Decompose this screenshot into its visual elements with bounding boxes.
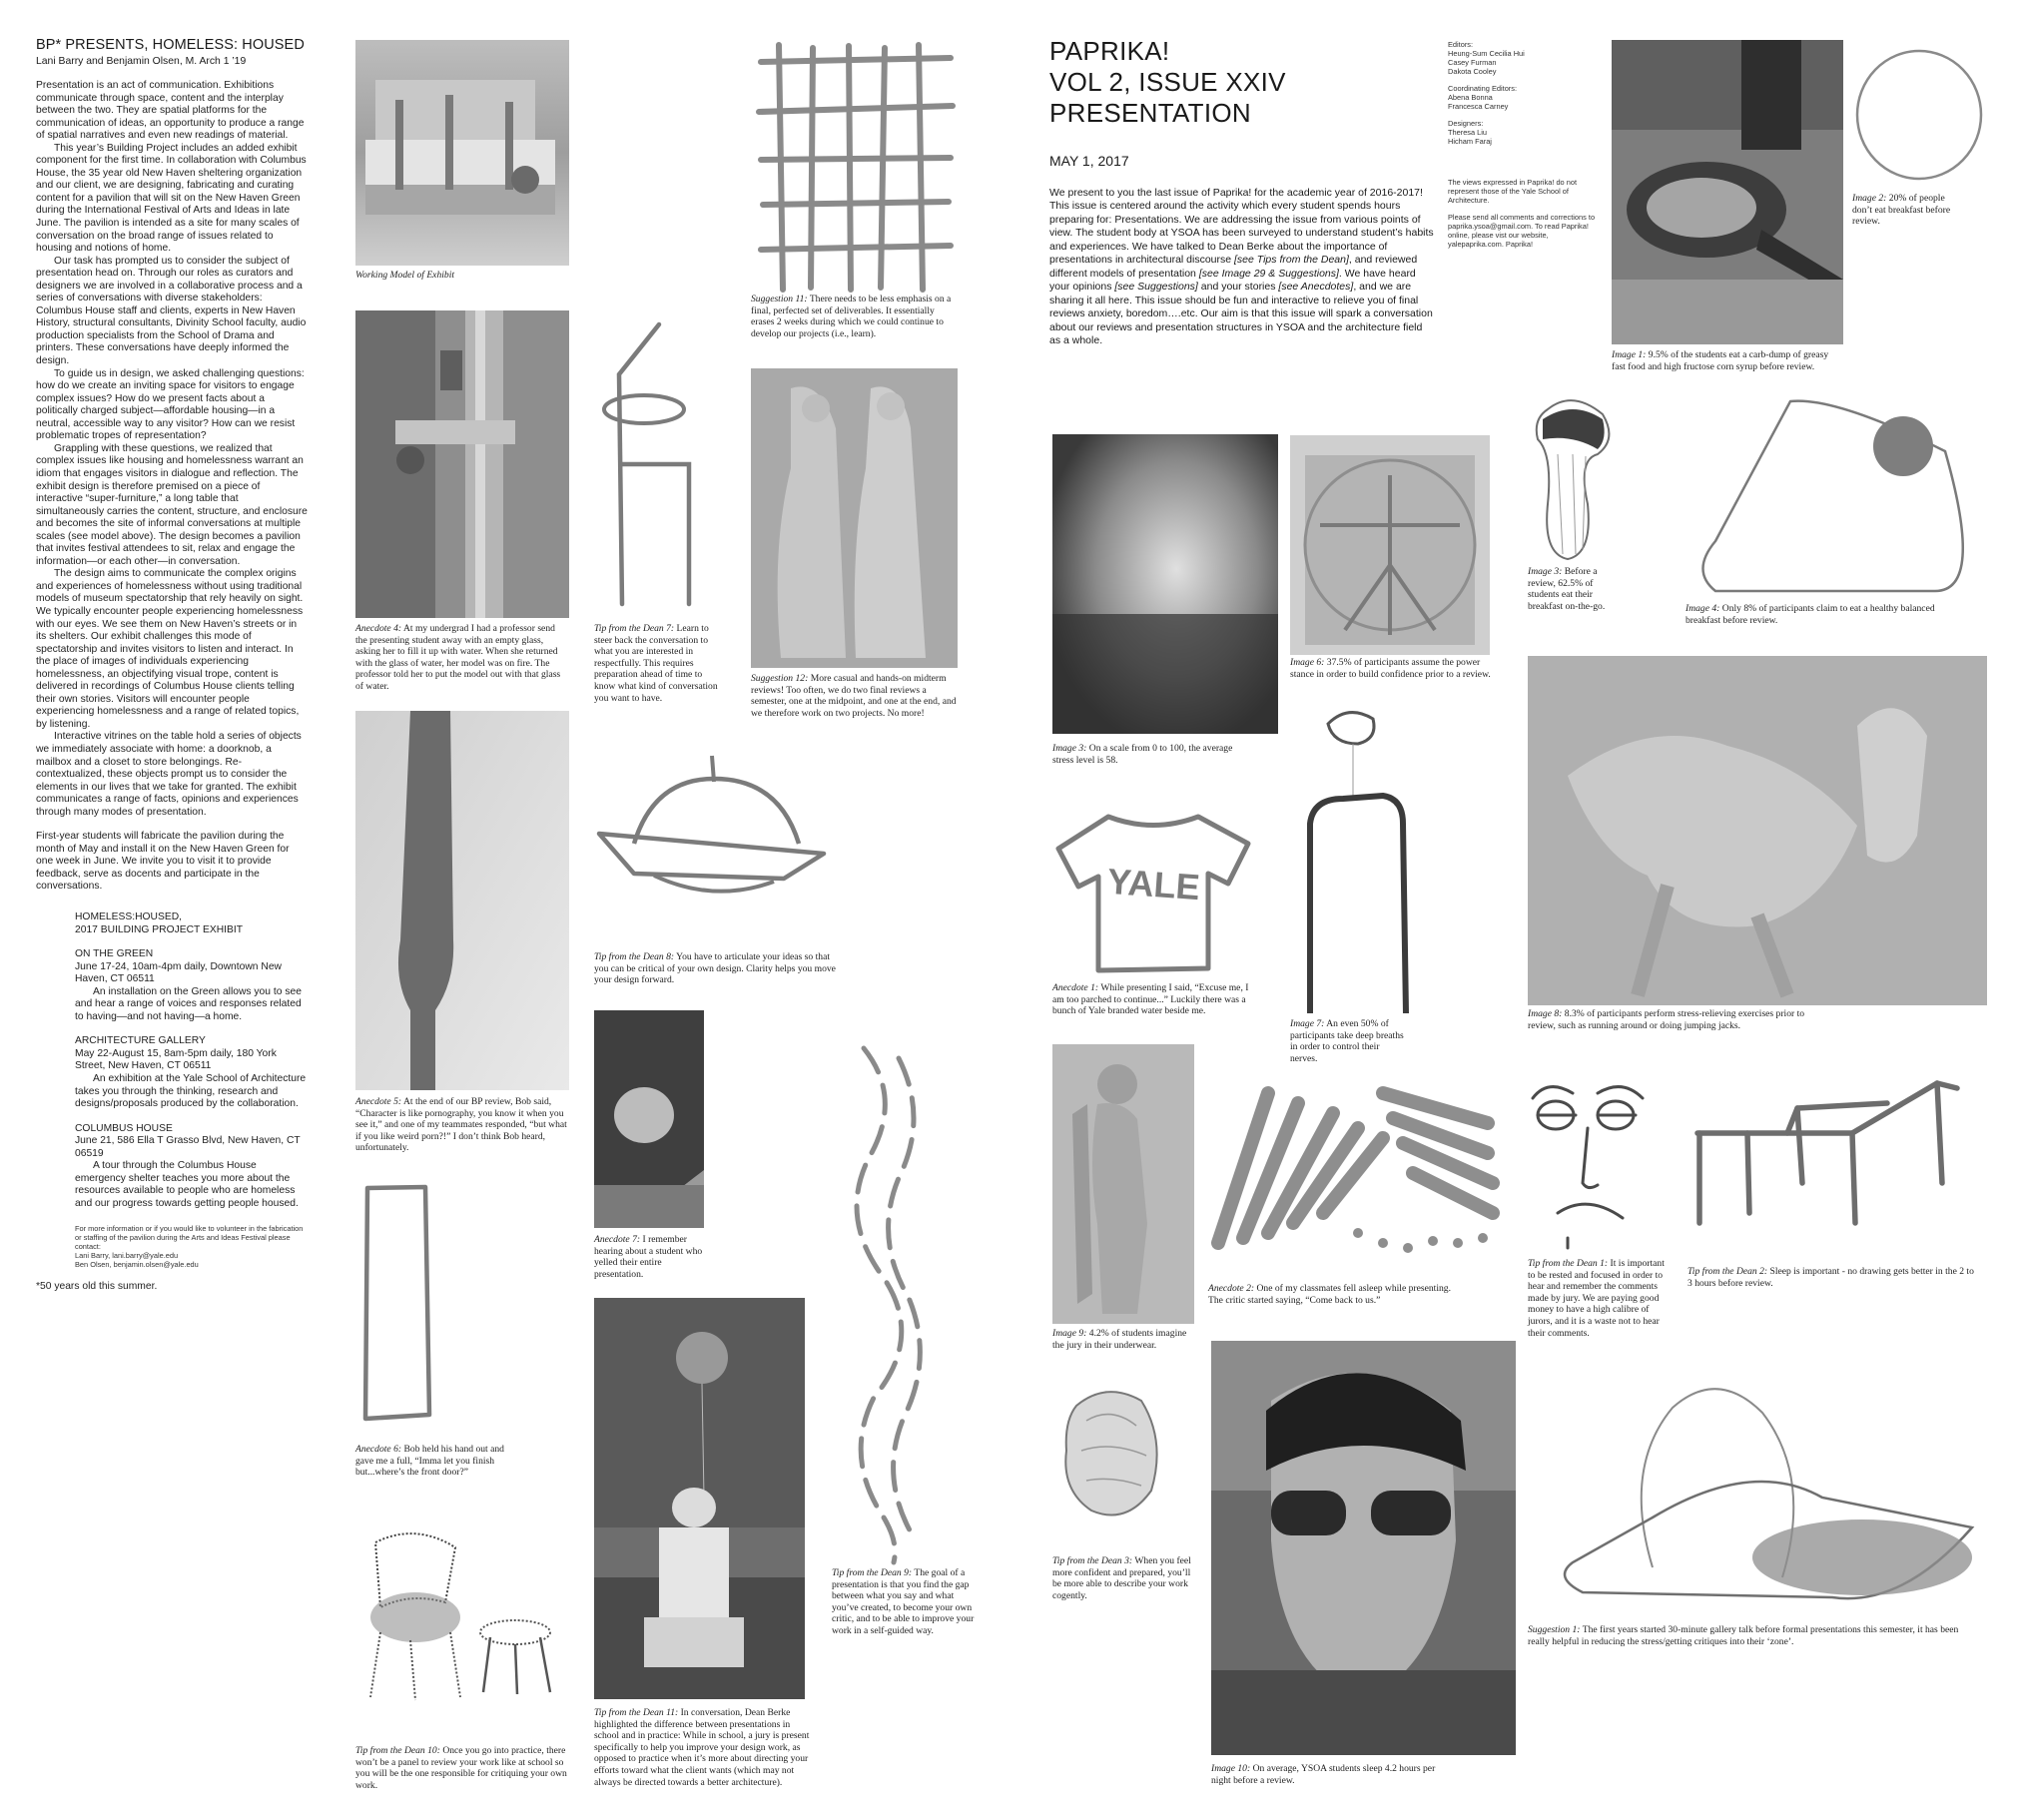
masthead-line: VOL 2, ISSUE XXIV xyxy=(1049,67,1286,97)
event-head: ON THE GREEN xyxy=(75,948,154,960)
anecdote-4-caption: Anecdote 4: At my undergrad I had a professor send the presenting student away with an empty glass, asking her to fill it up with water. When she returned with the glass of water, her model was on fire. The professor told her to put the model out with that glass of water. xyxy=(355,623,561,692)
arch-pin-drawing xyxy=(1298,704,1418,1018)
article-byline: Lani Barry and Benjamin Olsen, M. Arch 1 ’19 xyxy=(36,56,247,67)
footnote: *50 years old this summer. xyxy=(36,1281,158,1293)
yale-shirt-drawing xyxy=(1053,809,1253,978)
tip-2-caption: Tip from the Dean 2: Sleep is important - no drawing gets better in the 2 to 3 hours before review. xyxy=(1687,1266,1974,1289)
blurred-photo xyxy=(1052,434,1278,734)
paragraph: Grappling with these questions, we realized that complex issues like housing and homelessness warrant an idiom that engages visitors in dialogue and reflection. The exhibit design is therefore premised on a piece of interactive “super-furniture,” a long table that simultaneously carries the content, structure, and enclosure and becomes the site of informal conversations at multiple scales (see model above). The design becomes a pavilion that invites festival attendees to sit, relax and engage the information—or each other—in conversation. xyxy=(36,442,308,567)
hand-hair-photo xyxy=(594,1010,704,1228)
editor-name: Heung-Sum Cecilia Hui xyxy=(1448,49,1525,58)
suggestion-1-caption: Suggestion 1: The first years started 30-minute gallery talk before formal presentations this semester, it has been really helpful in reducing the stress/getting critiques into their ‘zone’. xyxy=(1528,1624,1959,1647)
pipe-photo xyxy=(355,310,569,618)
wavy-lines-drawing xyxy=(844,1038,934,1567)
event-desc: An installation on the Green allows you to see and hear a range of voices and responses related to having—and not having—a home. xyxy=(75,985,302,1022)
image-6-caption: Image 6: 37.5% of participants assume the power stance in order to build confidence prior to a review. xyxy=(1290,657,1491,680)
image-8-caption: Image 8: 8.3% of participants perform stress-relieving exercises prior to review, such as running around or doing jumping jacks. xyxy=(1528,1008,1805,1031)
triangle-sun-drawing xyxy=(1685,391,1985,601)
designer-name: Hicham Faraj xyxy=(1448,137,1492,146)
staff-box xyxy=(1448,40,1598,249)
event-desc: A tour through the Columbus House emergency shelter teaches you more about the resources available to people who are homeless and our progress towards getting people housed. xyxy=(75,1160,299,1209)
tip-3-caption: Tip from the Dean 3: When you feel more confident and prepared, you’ll be more able to describe your work cogently. xyxy=(1052,1555,1191,1601)
paragraph: The design aims to communicate the complex origins and experiences of homelessness without using traditional models of museum spectatorship that rely heavily on sight. We typically encounter people experiencing homelessness with our eyes. We see them on New Haven’s streets or in its shelters. Our exhibit challenges this mode of spectatorship and invites visitors to listen and interact. In the place of images of individuals experiencing homelessness, an objectifying visual trope, content is delivered in recordings of Columbus House clients telling their own stories. Visitors will encounter people experiencing homelessness and a range of related topics, by listening. xyxy=(36,568,304,730)
oval-pear-drawing xyxy=(1528,394,1618,564)
editors-label: Editors: xyxy=(1448,40,1474,49)
shadow-photo xyxy=(355,711,569,1090)
paragraph: Presentation is an act of communication. Exhibitions communicate through space, content and the interplay between the two. They are spatial platforms for the communication of ideas, an opportunity to produce a range of spatial narratives and even new readings of material. xyxy=(36,80,305,142)
clown-photo xyxy=(594,1298,805,1699)
tip-8-caption: Tip from the Dean 8: You have to articulate your ideas so that you can be critical of your own design. Clarity helps you move your design forward. xyxy=(594,951,836,986)
anecdote-1-caption: Anecdote 1: While presenting I said, “Excuse me, I am too parched to continue...” Luckily there was a bunch of Yale branded water beside me. xyxy=(1052,982,1249,1017)
brush-strokes-drawing xyxy=(1208,1073,1498,1258)
stippled-chairs-drawing xyxy=(355,1522,575,1702)
image-1-caption: Image 1: 9.5% of the students eat a carb-dump of greasy fast food and high fructose corn syrup before review. xyxy=(1612,349,1829,372)
image-10-caption: Image 10: On average, YSOA students sleep 4.2 hours per night before a review. xyxy=(1211,1763,1436,1786)
model-caption: Working Model of Exhibit xyxy=(355,270,455,281)
event-item xyxy=(75,1123,307,1211)
masthead-line: PAPRIKA! xyxy=(1049,36,1170,66)
paragraph: Our task has prompted us to consider the subject of presentation head on. Through our roles as curators and designers we are involved in a collaborative process and a series of conversations with diverse stakeholders: Columbus House staff and clients, experts in New Haven History, structural consultants, Divinity School faculty, audio production specialists from the School of Drama and printers. These conversations have deeply informed the design. xyxy=(36,255,307,367)
model-photo xyxy=(355,40,569,266)
anecdote-6-caption: Anecdote 6: Bob held his hand out and gave me a full, “Imma let you finish but...where’s the front door?” xyxy=(355,1444,504,1479)
event-title: HOMELESS:HOUSED, 2017 BUILDING PROJECT EXHIBIT xyxy=(75,911,244,935)
disclaimer: The views expressed in Paprika! do not represent those of the Yale School of Architecture. xyxy=(1448,178,1577,205)
event-list xyxy=(75,911,307,1269)
event-item xyxy=(75,948,307,1023)
event-head: ARCHITECTURE GALLERY xyxy=(75,1035,206,1047)
egg-hat-drawing xyxy=(1533,1368,1987,1617)
table-drawing xyxy=(1687,1073,1977,1228)
event-when: June 17-24, 10am-4pm daily, Downtown New Haven, CT 06511 xyxy=(75,960,282,985)
tip-10-caption: Tip from the Dean 10: Once you go into practice, there won’t be a panel to review your work like at school so you will be the one responsible for critiquing your own work. xyxy=(355,1745,567,1791)
event-desc: An exhibition at the Yale School of Architecture takes you through the thinking, research and designs/proposals produced by the collaboration. xyxy=(75,1073,307,1110)
image-9-caption: Image 9: 4.2% of students imagine the jury in their underwear. xyxy=(1052,1328,1187,1351)
tip-7-caption: Tip from the Dean 7: Learn to steer back the conversation to what you are interested in respectfully. This requires preparation ahead of time to know what kind of conversation you want to have. xyxy=(594,623,718,704)
relief-photo xyxy=(751,368,958,668)
image-3-stress-caption: Image 3: On a scale from 0 to 100, the average stress level is 58. xyxy=(1052,743,1233,766)
spoon-photo xyxy=(1612,40,1843,344)
suggestion-11-caption: Suggestion 11: There needs to be less emphasis on a final, perfected set of deliverables. It essentially erases 2 weeks during which we could continue to develop our projects (i.e., learn). xyxy=(751,294,952,339)
article-body xyxy=(36,80,308,894)
event-when: June 21, 586 Ella T Grasso Blvd, New Haven, CT 06519 xyxy=(75,1135,301,1159)
grid-drawing xyxy=(751,40,959,295)
coord-label: Coordinating Editors: xyxy=(1448,84,1518,93)
blob-sketch-drawing xyxy=(1056,1381,1168,1525)
tip-11-caption: Tip from the Dean 11: In conversation, Dean Berke highlighted the difference between presentations in school and in practice: While in school, a jury is present specifically to help you improve your design work, as opposed to practice when it’s more about directing your efforts toward what the client wants (which may not always be directed towards a better architecture). xyxy=(594,1707,810,1788)
image-4-caption: Image 4: Only 8% of participants claim to eat a healthy balanced breakfast before review. xyxy=(1685,603,1935,626)
anecdote-7-caption: Anecdote 7: I remember hearing about a student who yelled their entire presentation. xyxy=(594,1234,703,1280)
suggestion-12-caption: Suggestion 12: More casual and hands-on midterm reviews! Too often, we do two final reviews a semester, one at the midpoint, and one at the end, and we therefore work on two projects. No more! xyxy=(751,673,957,719)
coord-name: Abena Bonna xyxy=(1448,93,1493,102)
stick-figure-drawing xyxy=(594,314,704,614)
vitruvian-photo xyxy=(1290,435,1490,655)
event-head: COLUMBUS HOUSE xyxy=(75,1122,173,1134)
editor-name: Dakota Cooley xyxy=(1448,67,1497,76)
paragraph: This year’s Building Project includes an added exhibit component for the first time. In collaboration with Columbus House, the 35 year old New Haven sheltering organization and our client, we are designing, fabricating and curating content for a pavilion that will sit on the New Haven Green during the International Festival of Arts and Ideas in late June. The pavilion is intended as a site for many scales of conversation on the broad range of issues related to housing and notions of home. xyxy=(36,142,307,255)
designers-label: Designers: xyxy=(1448,119,1484,128)
image-2-caption: Image 2: 20% of people don’t eat breakfast before review. xyxy=(1852,193,1951,228)
image-3-breakfast-caption: Image 3: Before a review, 62.5% of students eat their breakfast on-the-go. xyxy=(1528,566,1606,612)
contact-info: For more information or if you would like to volunteer in the fabrication or staffing of the pavilion during the Arts and Ideas Festival please contact: Lani Barry, lani.barry@yale.edu Ben Olsen, benjamin.olsen@yale.edu xyxy=(75,1224,304,1270)
anecdote-2-caption: Anecdote 2: One of my classmates fell asleep while presenting. The critic started saying, “Come back to us.” xyxy=(1208,1283,1451,1306)
horse-relief-photo xyxy=(1528,656,1987,1005)
image-7-caption: Image 7: An even 50% of participants take deep breaths in order to control their nerves. xyxy=(1290,1018,1404,1064)
issue-date: MAY 1, 2017 xyxy=(1049,153,1129,169)
saturn-drawing xyxy=(594,754,839,923)
masthead-line: PRESENTATION xyxy=(1049,98,1251,128)
shirt-text: YALE xyxy=(1105,860,1201,909)
closing-paragraph: First-year students will fabricate the pavilion during the month of May and install it on the New Haven Green for one week in June. We invite you to visit it to provide feedback, serve as docents and participate in the conversations. xyxy=(36,831,290,893)
coord-name: Francesca Carney xyxy=(1448,102,1509,111)
tip-9-caption: Tip from the Dean 9: The goal of a presentation is that you find the gap between what you say and what you’ve created, to become your own critic, and to be able to improve your work in a self-guided way. xyxy=(832,1567,975,1636)
portrait-photo xyxy=(1211,1341,1516,1755)
circle-drawing xyxy=(1852,45,1987,185)
masthead xyxy=(1049,36,1329,129)
event-item xyxy=(75,1035,307,1110)
anecdote-5-caption: Anecdote 5: At the end of our BP review, Bob said, “Character is like pornography, you know it when you see it,” and one of my teammates responded, “but what if you like weird porn?!” I don’t think Bob heard, unfortunately. xyxy=(355,1096,567,1154)
intro-text: We present to you the last issue of Paprika! for the academic year of 2016-2017! This issue is centered around the activity which every student spends hours preparing for: Presentations. We are addressing the issue from various points of view. The student body at YSOA has been surveyed to understand student’s habits and experiences. We have talked to Dean Berke about the importance of presentations in architectural discourse [see Tips from the Dean], and reviewed different models of presentation [see Image 29 & Suggestions]. We have heard your opinions [see Suggestions] and your stories [see Anecdotes], and we are sharing it all here. This issue should be fun and interactive to relieve you of final reviews anxiety, boredom….etc. Our aim is that this issue will spark a conversation about our reviews and presentation structures in YSOA and the architecture field as a whole. xyxy=(1049,187,1434,346)
editor-name: Casey Furman xyxy=(1448,58,1497,67)
tall-rectangle-drawing xyxy=(355,1183,435,1423)
paragraph: To guide us in design, we asked challenging questions: how do we create an inviting space for visitors to engage complex issues? How do we present facts about a politically charged subject—affordable housing—in a neutral, accessible way to any visitor? How can we resist problematic tropes of representation? xyxy=(36,367,305,442)
tip-1-caption: Tip from the Dean 1: It is important to be rested and focused in order to hear and remember the comments made by jury. We are paying good money to have a high calibre of jurors, and it is a waste not to hear their comments. xyxy=(1528,1258,1665,1339)
event-when: May 22-August 15, 8am-5pm daily, 180 York Street, New Haven, CT 06511 xyxy=(75,1047,277,1072)
sleepy-face-drawing xyxy=(1528,1073,1648,1253)
contact-note: Please send all comments and corrections to paprika.ysoa@gmail.com. To read Paprika! online, please vist our website, yalepaprika.com. Paprika! xyxy=(1448,213,1596,249)
designer-name: Theresa Liu xyxy=(1448,128,1488,137)
article-title: BP* PRESENTS, HOMELESS: HOUSED xyxy=(36,37,305,53)
left-article xyxy=(36,37,308,1294)
statue-photo xyxy=(1052,1044,1194,1324)
paragraph: Interactive vitrines on the table hold a series of objects we immediately associate with home: a doorknob, a mailbox and a closet to store belongings. Re-contextualized, these objects prompt us to consider the elements in our lives that we take for granted. The exhibit communicates a range of facts, opinions and experiences through many modes of presentation. xyxy=(36,731,302,818)
